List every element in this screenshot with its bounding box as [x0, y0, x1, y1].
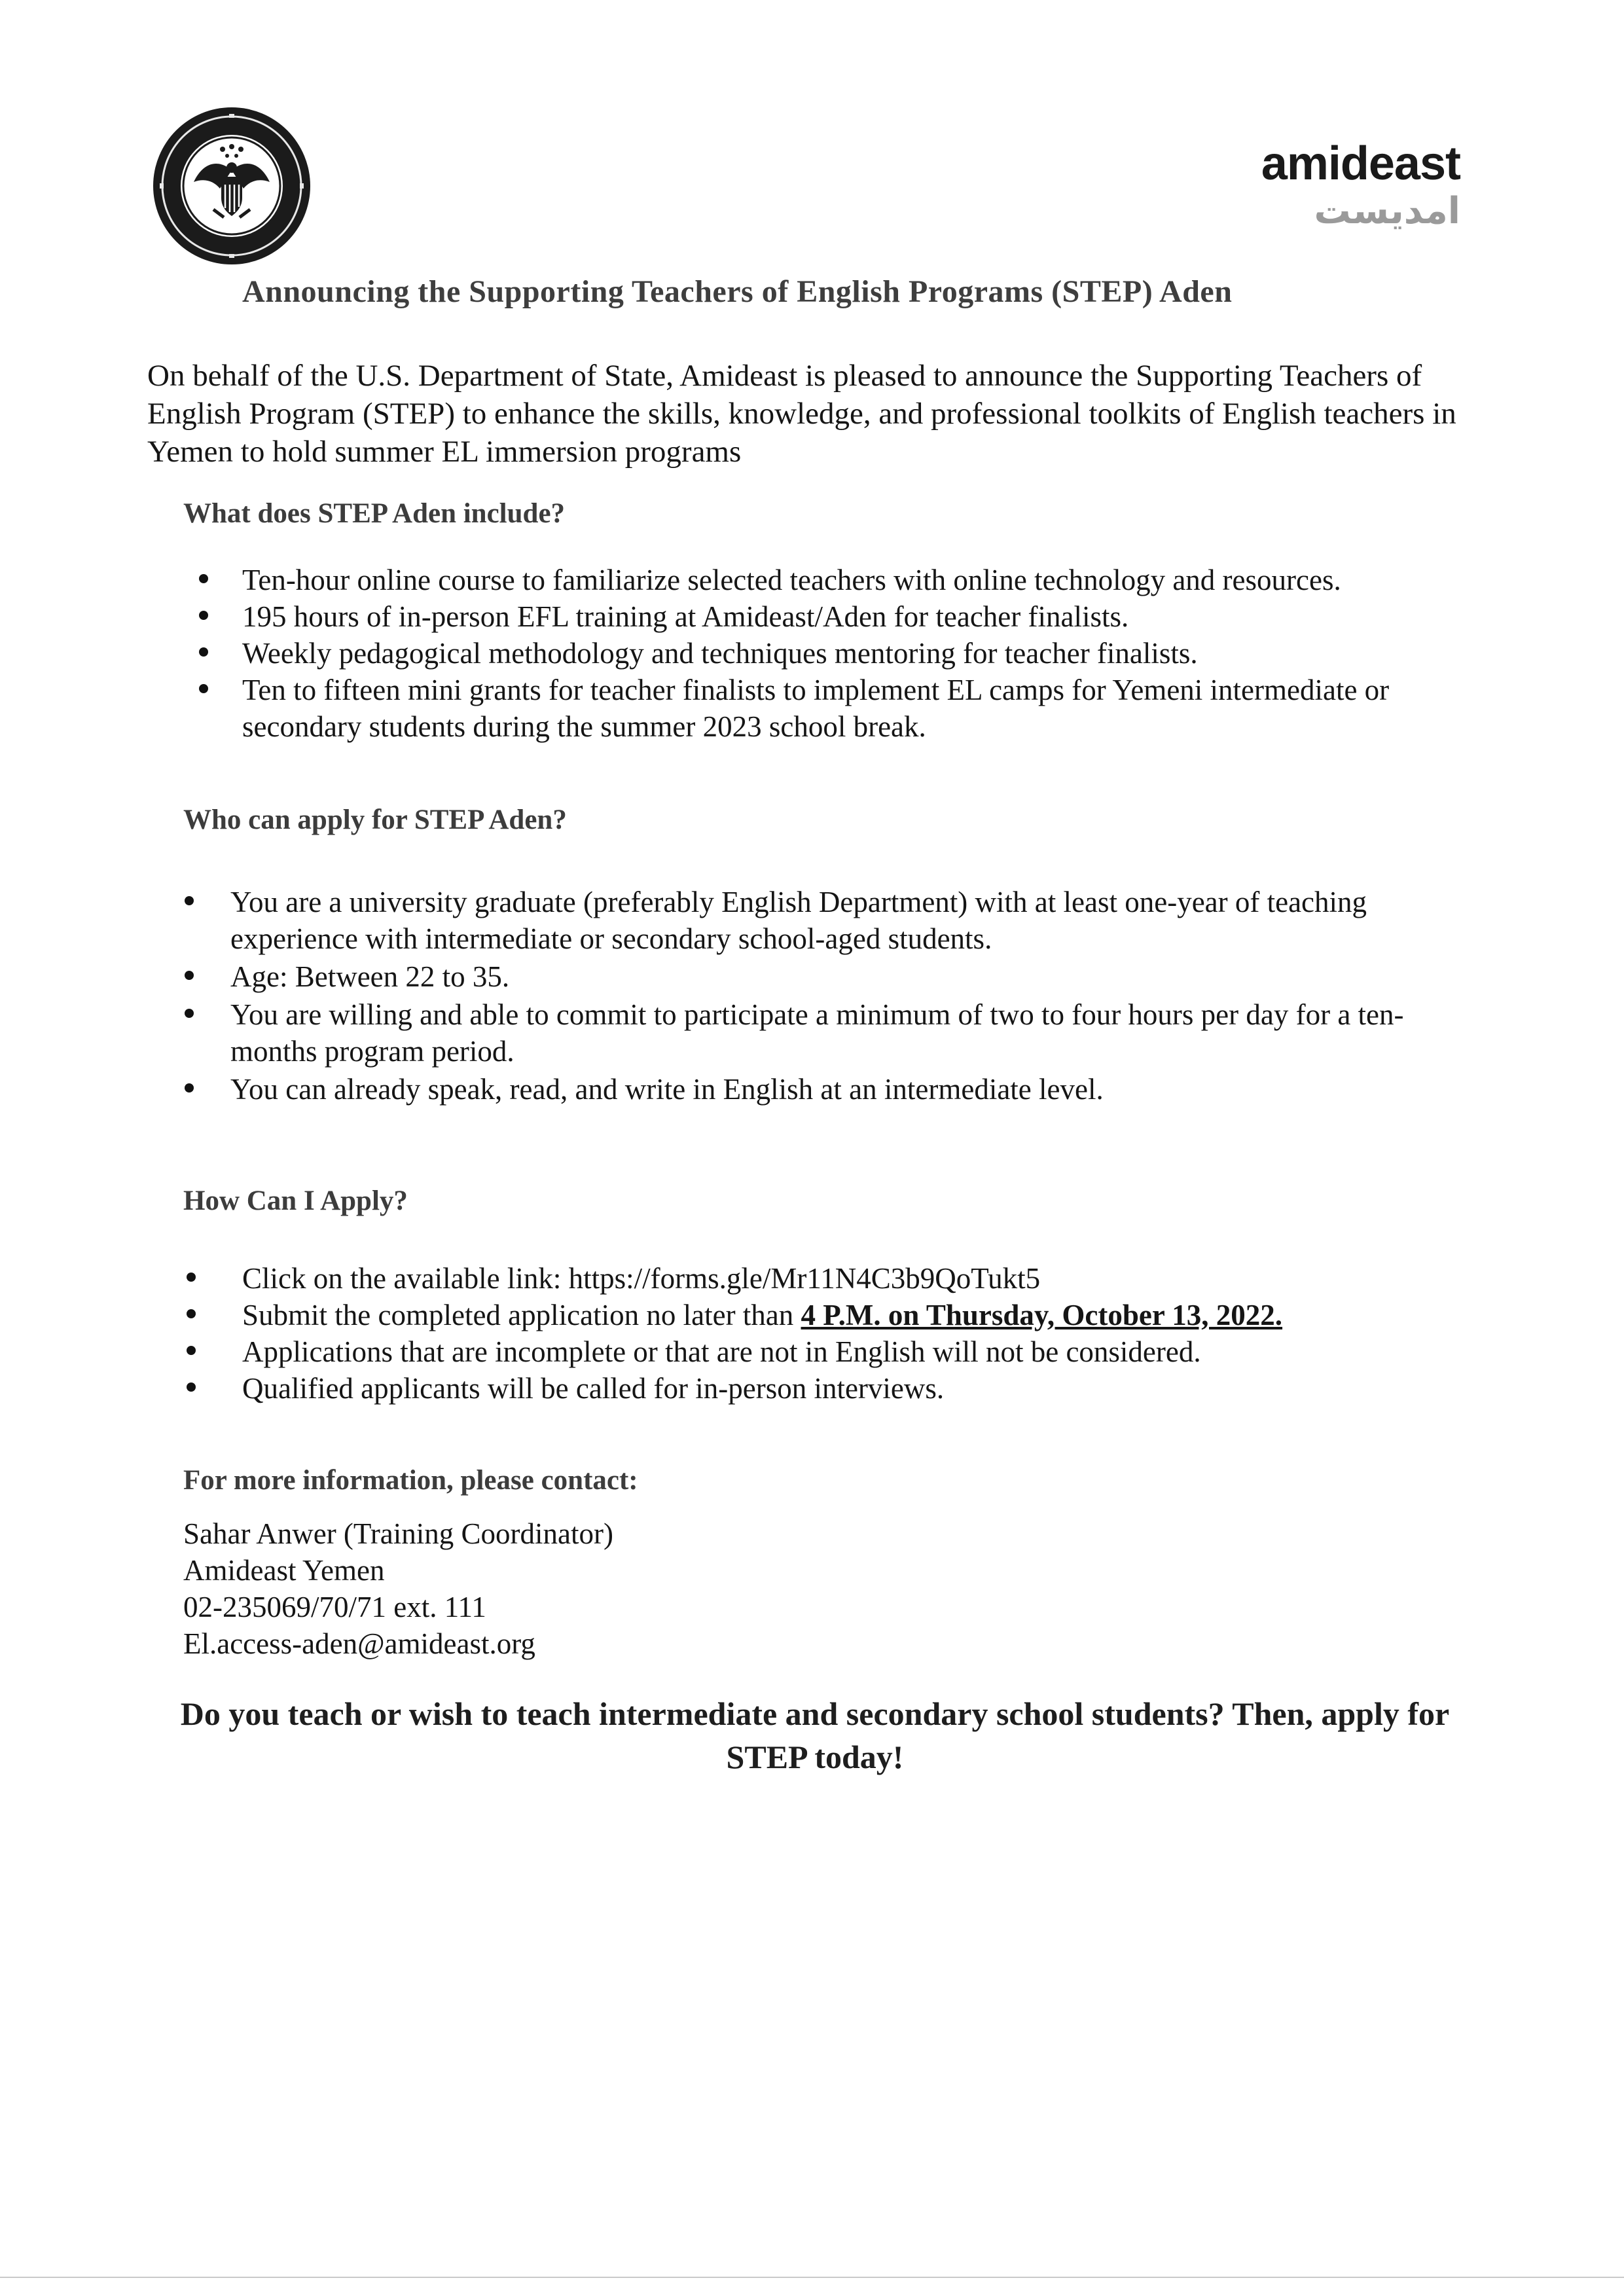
list-item-text: Applications that are incomplete or that are not in English will not be considered. [242, 1335, 1201, 1368]
contact-phone: 02-235069/70/71 ext. 111 [183, 1591, 486, 1623]
page-title: Announcing the Supporting Teachers of English Programs (STEP) Aden [242, 274, 1233, 309]
list-item-text: Weekly pedagogical methodology and techniques mentoring for teacher finalists. [242, 637, 1198, 670]
application-link[interactable]: https://forms.gle/Mr11N4C3b9QoTukt5 [568, 1262, 1041, 1295]
list-item-text: You are willing and able to commit to participate a minimum of two to four hours per day for a ten-months program period. [230, 998, 1404, 1068]
list-item [242, 1370, 1499, 1407]
includes-list [242, 562, 1499, 745]
bullet-icon [187, 1382, 196, 1392]
includes-heading: What does STEP Aden include? [183, 498, 566, 529]
bullet-icon [187, 1346, 196, 1355]
closing-call-to-action: Do you teach or wish to teach intermediate and secondary school students? Then, apply for STEP today! [180, 1695, 1450, 1775]
list-item-text: 195 hours of in-person EFL training at Amideast/Aden for teacher finalists. [242, 600, 1129, 633]
amideast-logo [1261, 137, 1460, 233]
list-item [242, 598, 1499, 635]
bullet-icon [185, 971, 194, 980]
contact-email[interactable]: El.access-aden@amideast.org [183, 1627, 535, 1660]
bullet-icon [199, 611, 208, 620]
list-item [242, 1260, 1499, 1297]
page-edge-divider [0, 2277, 1624, 2278]
contact-block [183, 1515, 613, 1662]
deadline-text: 4 P.M. on Thursday, October 13, 2022. [801, 1299, 1283, 1331]
contact-org: Amideast Yemen [183, 1554, 385, 1587]
eligibility-heading: Who can apply for STEP Aden? [183, 804, 567, 835]
list-item-text: Ten-hour online course to familiarize selected teachers with online technology and resources. [242, 564, 1341, 596]
list-item [242, 1333, 1499, 1370]
logo-arabic-text: امديست [1314, 190, 1460, 232]
bullet-icon [185, 1009, 194, 1018]
intro-paragraph: On behalf of the U.S. Department of State, Amideast is pleased to announce the Supporting Teachers of English Program (STEP) to enhance the skills, knowledge, and professional toolkits of English teachers in Yemen to hold summer EL immersion programs [147, 359, 1456, 469]
contact-heading: For more information, please contact: [183, 1465, 638, 1496]
submit-prefix: Submit the completed application no later than [242, 1299, 801, 1331]
list-item [230, 1071, 1487, 1108]
bullet-icon [187, 1309, 196, 1318]
apply-list [242, 1260, 1499, 1407]
bullet-icon [185, 896, 194, 905]
list-item [242, 635, 1499, 672]
contact-name: Sahar Anwer (Training Coordinator) [183, 1517, 613, 1550]
list-item [230, 958, 1487, 995]
state-department-seal-icon [151, 105, 313, 267]
list-item-text: You are a university graduate (preferably English Department) with at least one-year of teaching experience with intermediate or secondary school-aged students. [230, 886, 1367, 955]
list-item-text: Qualified applicants will be called for in-person interviews. [242, 1372, 945, 1405]
logo-latin-text: amideast [1261, 137, 1460, 190]
bullet-icon [187, 1273, 196, 1282]
apply-heading: How Can I Apply? [183, 1185, 408, 1216]
bullet-icon [199, 647, 208, 657]
bullet-icon [199, 684, 208, 693]
list-item-text: Ten to fifteen mini grants for teacher finalists to implement EL camps for Yemeni intermediate or secondary students during the summer 2023 school break. [242, 674, 1390, 743]
bullet-icon [185, 1083, 194, 1093]
list-item [230, 996, 1487, 1070]
list-item [230, 884, 1487, 957]
list-item [242, 672, 1499, 745]
link-prefix: Click on the available link: [242, 1262, 569, 1295]
bullet-icon [199, 574, 208, 583]
list-item [242, 1297, 1499, 1333]
list-item-text: You can already speak, read, and write in English at an intermediate level. [230, 1073, 1104, 1106]
list-item [242, 562, 1499, 598]
eligibility-list [230, 884, 1487, 1109]
list-item-text: Age: Between 22 to 35. [230, 960, 510, 993]
